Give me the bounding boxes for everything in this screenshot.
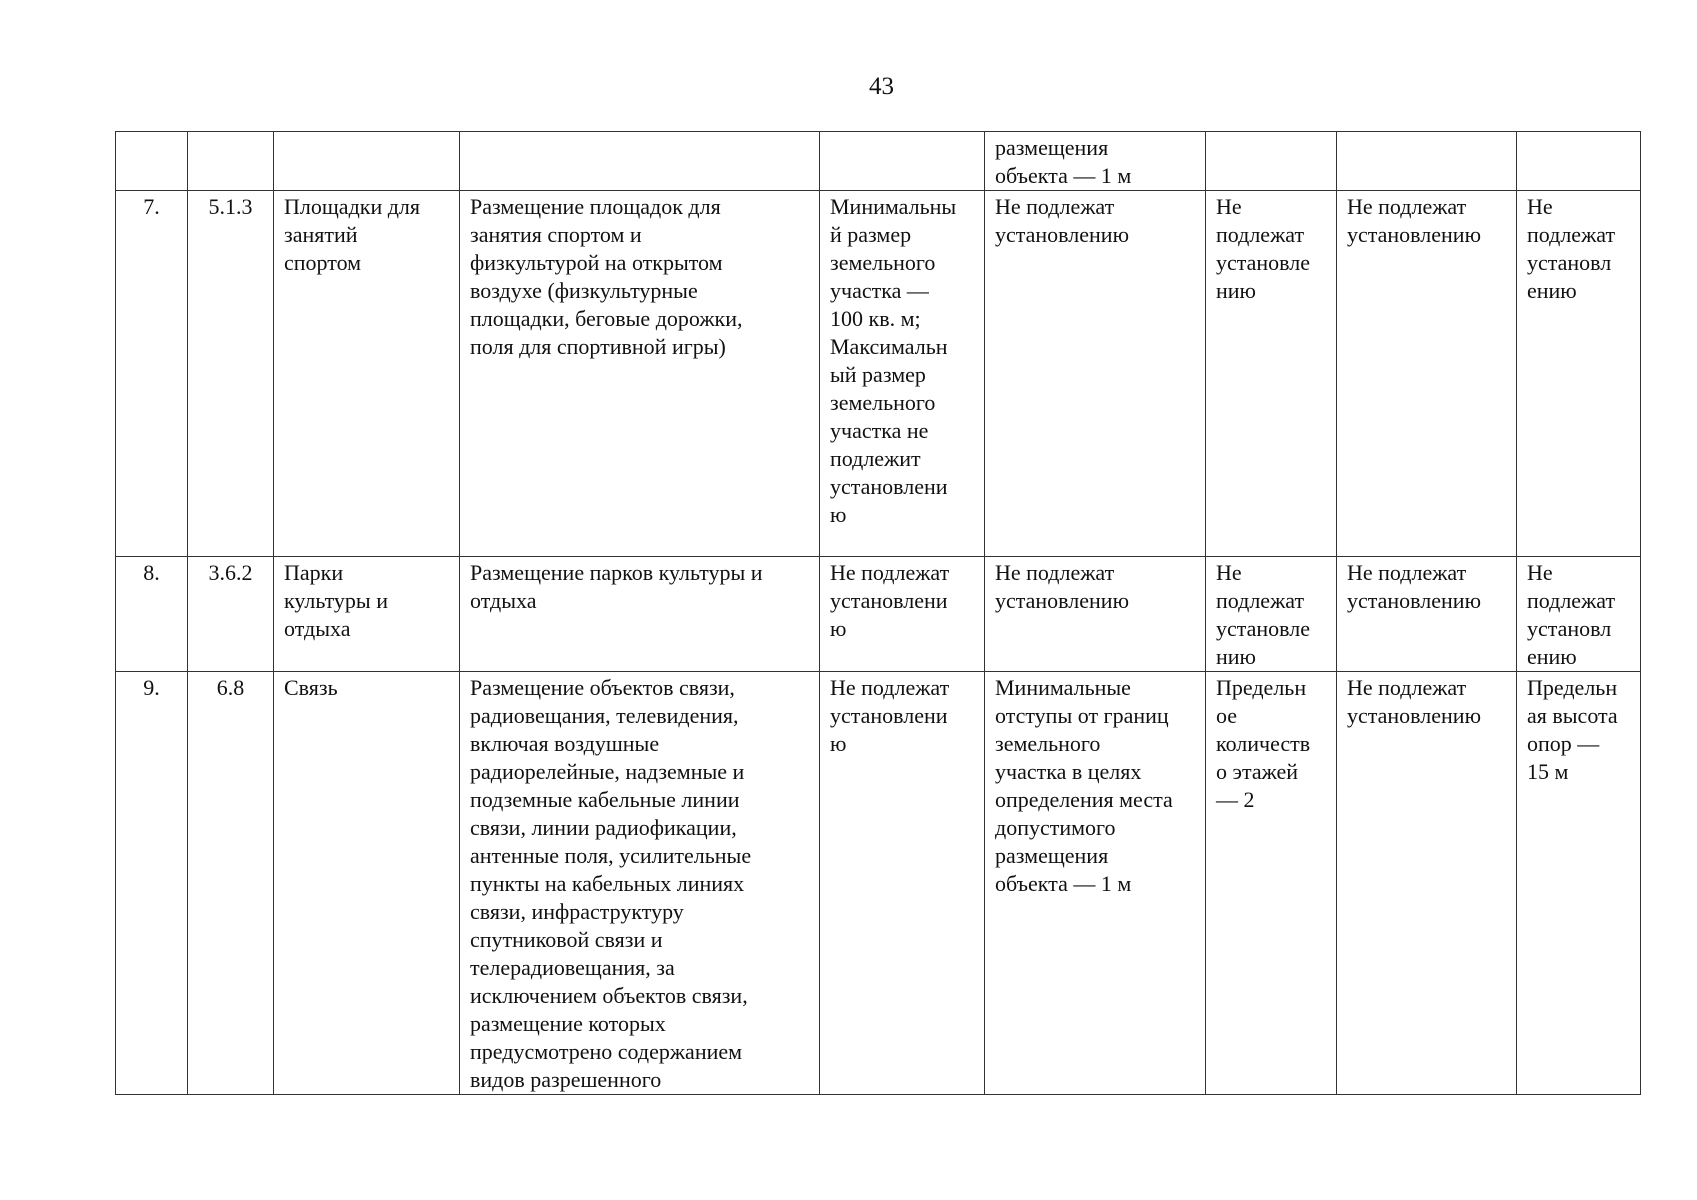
cell-floors: Не подлежат установле нию [1206,191,1337,557]
cell-name: Связь [274,672,460,1095]
cell-code: 6.8 [188,672,274,1095]
cell-code: 5.1.3 [188,191,274,557]
cell-coverage [1337,132,1517,191]
cell-name: Парки культуры и отдыха [274,557,460,672]
cell-setbacks: размещения объекта — 1 м [985,132,1206,191]
cell-num: 7. [116,191,188,557]
page-number: 43 [869,73,894,100]
cell-setbacks: Минимальные отступы от границ земельного участка в целях определения места допустимого размещения объекта — 1 м [985,672,1206,1095]
cell-height: Не подлежат установл ению [1517,557,1641,672]
cell-coverage: Не подлежат установлению [1337,191,1517,557]
regulations-table [115,131,1641,1095]
cell-plot-size [820,132,985,191]
cell-floors: Не подлежат установле нию [1206,557,1337,672]
cell-setbacks: Не подлежат установлению [985,557,1206,672]
cell-height: Предельн ая высота опор — 15 м [1517,672,1641,1095]
cell-name: Площадки для занятий спортом [274,191,460,557]
cell-setbacks: Не подлежат установлению [985,191,1206,557]
table-row [116,672,1641,1095]
cell-coverage: Не подлежат установлению [1337,557,1517,672]
table-row [116,191,1641,557]
cell-floors [1206,132,1337,191]
cell-name [274,132,460,191]
cell-description: Размещение площадок для занятия спортом и физкультурой на открытом воздухе (физкультурные площадки, беговые дорожки, поля для спортивной игры) [460,191,820,557]
cell-height: Не подлежат установл ению [1517,191,1641,557]
cell-height [1517,132,1641,191]
cell-floors: Предельн ое количеств о этажей — 2 [1206,672,1337,1095]
cell-plot-size: Не подлежат установлени ю [820,672,985,1095]
table-row [116,557,1641,672]
cell-coverage: Не подлежат установлению [1337,672,1517,1095]
cell-description: Размещение парков культуры и отдыха [460,557,820,672]
cell-code [188,132,274,191]
cell-description [460,132,820,191]
cell-num: 8. [116,557,188,672]
cell-plot-size: Не подлежат установлени ю [820,557,985,672]
cell-num [116,132,188,191]
table-row-continuation [116,132,1641,191]
cell-num: 9. [116,672,188,1095]
cell-code: 3.6.2 [188,557,274,672]
cell-description: Размещение объектов связи, радиовещания, телевидения, включая воздушные радиорелейные, надземные и подземные кабельные линии связи, линии радиофикации, антенные поля, усилительные пункты на кабельных линиях связи, инфраструктуру спутниковой связи и телерадиовещания, за исключением объектов связи, размещение которых предусмотрено содержанием видов разрешенного [460,672,820,1095]
cell-plot-size: Минимальны й размер земельного участка — 100 кв. м; Максимальн ый размер земельного участка не подлежит установлени ю [820,191,985,557]
